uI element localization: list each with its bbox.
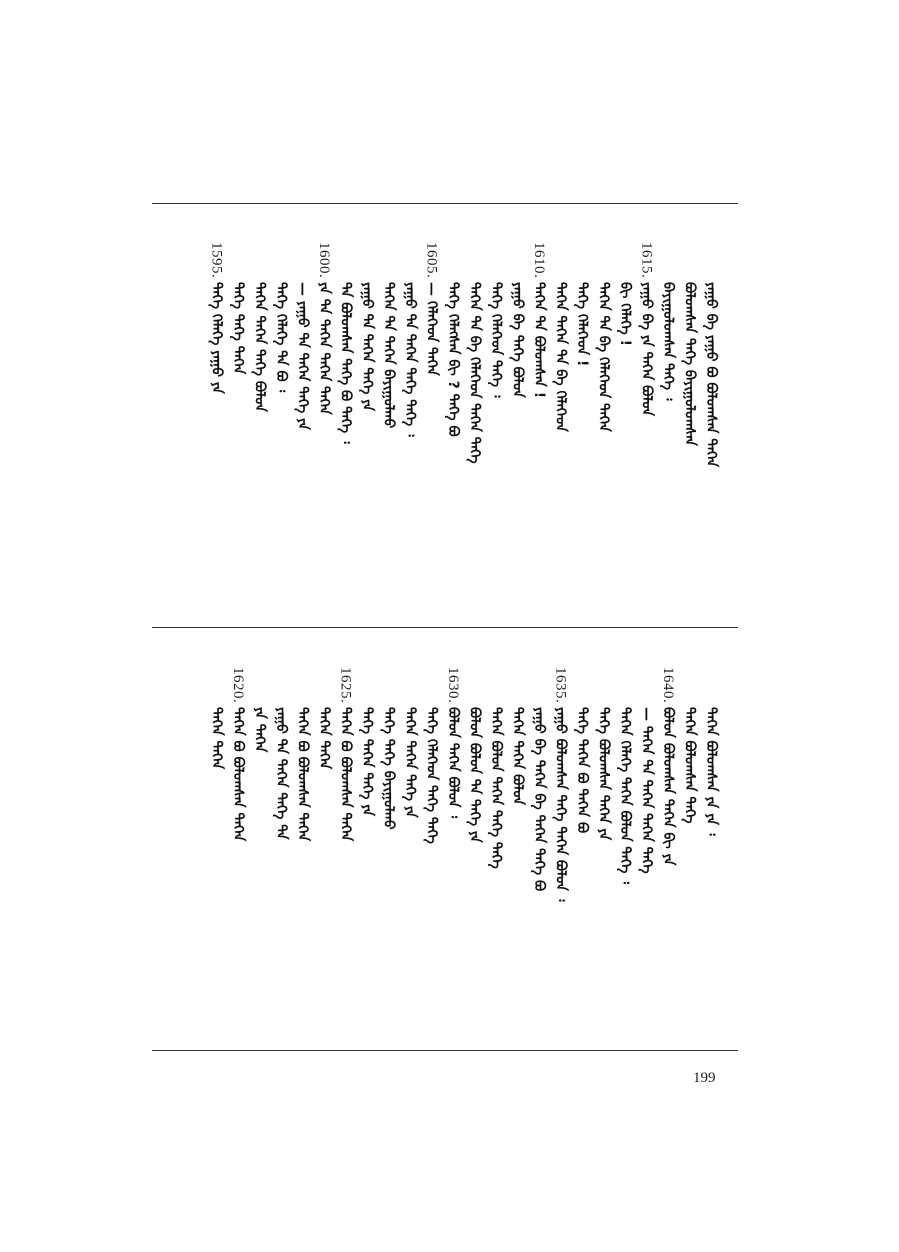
page-number: 199 xyxy=(693,1070,716,1086)
verse-line: ᠲᠡᠭᠡᠨ ᠪᠣᠯᠤᠭᠰᠠᠨ ᠲᠡᠭᠡ xyxy=(681,707,698,824)
verse-line: ᠲᠡᠭᠡ ᠲᠡᠭᠡᠨ ᠲᠡᠭᠡ ᠶᠠ xyxy=(359,707,375,817)
verse-line: ᠲᠡᠭᠡᠨ ᠲᠡᠭᠡᠨ xyxy=(316,707,332,770)
line-number: 1620. xyxy=(230,667,246,704)
verse-line: ᠲᠡᠭᠡᠨ ᠲᠡ ᠪᠡ ᠬᠡᠯᠡᠭᠡᠳ ᠲᠡᠭᠡᠨ xyxy=(595,282,612,432)
verse-line: ᠪᠣᠯᠤᠭᠰᠠᠨ ᠲᠡᠭᠡ ᠪᠠᠶᠢᠭᠤᠯᠤᠭᠰᠠᠨ xyxy=(681,282,698,447)
verse-line: ᠲᠡᠭᠡᠨ ᠪᠤ ᠪᠣᠯᠤᠭᠰᠠᠨ ᠲᠡᠭᠡᠨ xyxy=(294,707,311,842)
bottom-rule xyxy=(152,1050,738,1051)
line-number: 1615. xyxy=(638,242,655,279)
verse-line: ᠲᠡᠭᠡ ᠬᠡᠯᠡᠭᠡᠳ ! xyxy=(574,282,590,367)
verse-line: ᠲᠡᠭᠡᠨ ᠪᠤ ᠪᠣᠯᠤᠭᠰᠠᠨ ᠲᠡᠭᠡᠨ xyxy=(337,707,354,842)
verse-line: ᠶᠠᠭᠤ ᠲᠡ ᠲᠡᠭᠡᠨ ᠲᠡᠭᠡ ᠲᠡ xyxy=(273,707,289,840)
line-number: 1595. xyxy=(208,242,225,279)
verse-line: ᠶᠠᠭᠤ ᠪᠡ ᠲᠡᠭᠡᠨ ᠪᠡ ᠲᠡᠭᠡᠨ ᠲᠡᠭᠡ ᠪᠤ xyxy=(531,707,547,892)
verse-line: ᠪᠠᠶᠢᠭᠤᠯᠤᠭᠰᠠᠨ ᠲᠡᠭᠡ ᠄ xyxy=(660,282,676,401)
verse-line: ᠲᠡᠭᠡ ᠲᠡᠭᠡ ᠲᠡᠭᠡᠨ xyxy=(230,282,246,375)
line-number: 1625. xyxy=(337,667,354,704)
verse-line: ᠶᠠᠭᠤ ᠪᠡ ᠶᠠ ᠲᠡᠭᠡᠨ ᠪᠣᠯᠤᠨ xyxy=(638,282,655,417)
verse-line: ᠶᠠᠭᠤ ᠲᠡ ᠲᠡᠭᠡᠨ ᠲᠡᠭᠡ ᠶᠠ xyxy=(359,282,375,412)
lower-block-column xyxy=(204,667,230,957)
verse-line: ᠲᠡᠭᠡ ᠬᠡᠯᠡᠭᠰᠡᠨ ᠪᠢ ? ᠲᠡᠭᠡ ᠪᠤ xyxy=(445,282,461,437)
line-number: 1610. xyxy=(531,242,547,279)
verse-line: ᠶᠠᠭᠤ ᠪᠡ ᠲᠡᠭᠡ ᠪᠣᠯᠤᠨ xyxy=(509,282,526,398)
verse-line: ᠲᠡᠭᠡᠨ ᠲᠡᠭᠡᠨ ᠪᠣᠯᠤᠨ xyxy=(509,707,526,806)
verse-line: ᠲᠡᠭᠡᠨ ᠬᠡᠯᠡᠭᠡ ᠲᠡᠭᠡᠨ ᠪᠣᠯᠤᠨ ᠲᠡᠭᠡ ᠄ xyxy=(617,707,633,884)
verse-line: ᠪᠢ ᠬᠡᠯᠡᠭᠡ ! xyxy=(617,282,633,347)
verse-line: ᠶᠠ ᠲᠡ ᠲᠡᠭᠡᠨ ᠲᠡᠭᠡᠨ ᠲᠡᠭᠡᠨ xyxy=(316,282,332,415)
line-number: 1600. xyxy=(316,242,332,279)
verse-line: ᠲᠡᠭᠡᠨ ᠲᠡᠭᠡᠨ ᠲᠡᠭᠡ ᠶᠠ xyxy=(402,707,418,818)
verse-line: ᠲᠡᠭᠡᠨ ᠪᠣᠯᠤᠨ ᠲᠡᠭᠡᠨ ᠲᠡᠭᠡ ᠲᠡᠭᠡ xyxy=(488,707,504,869)
verse-line: ᠲᠡ ᠪᠣᠯᠤᠭᠰᠠᠨ ᠲᠡᠭᠡ ᠪᠤ ᠲᠡᠭᠡ ᠄ xyxy=(337,282,354,444)
verse-line: ᠲᠡᠭᠡ ᠪᠣᠯᠤᠭᠰᠠᠨ ᠲᠡᠭᠡᠨ ᠶᠠ xyxy=(595,707,612,841)
verse-line: ᠲᠡᠭᠡᠨ ᠲᠡᠭᠡᠨ xyxy=(208,707,225,770)
verse-line: ᠶᠠᠭᠤ ᠲᠡ ᠲᠡᠭᠡᠨ ᠲᠡᠭᠡ ᠲᠡᠭᠡ ᠄ xyxy=(402,282,418,437)
top-rule xyxy=(152,203,738,204)
verse-line: ᠪᠣᠯᠤᠨ ᠲᠡᠭᠡᠨ ᠪᠣᠯᠤᠨ ᠄ xyxy=(445,707,461,819)
verse-line: — ᠲᠡᠭᠡᠨ ᠲᠡ ᠲᠡᠭᠡᠨ ᠲᠡᠭᠡᠨ ᠲᠡᠭᠡ xyxy=(638,707,655,874)
verse-line: ᠲᠡᠭᠡ ᠲᠡᠭᠡ ᠪᠠᠶᠢᠭᠤᠯᠬᠤ xyxy=(380,707,397,830)
line-number: 1630. xyxy=(445,667,461,704)
verse-line: — ᠬᠡᠯᠡᠭᠡᠳ ᠲᠡᠭᠡᠨ xyxy=(423,282,440,376)
verse-line: ᠲᠡᠭᠡᠨ ᠪᠣᠯᠤᠭᠰᠠᠨ ᠶᠠ ᠶᠠ ᠄ xyxy=(703,707,719,836)
verse-line: ᠲᠡᠭᠡᠨ ᠲᠡ ᠪᠣᠯᠤᠭᠰᠠᠨ ! xyxy=(531,282,547,399)
verse-line: ᠲᠡᠭᠡ ᠬᠡᠯᠡᠭᠡᠳ ᠲᠡᠭᠡ ᠲᠡᠭᠡ xyxy=(423,707,440,844)
verse-line: ᠲᠡᠭᠡᠨ ᠪᠤ ᠪᠣᠯᠤᠭᠰᠠᠨ ᠲᠡᠭᠡᠨ xyxy=(230,707,246,842)
verse-line: ᠲᠡᠭᠡ ᠬᠡᠯᠡᠭᠡ ᠲᠡ ᠪᠤ ᠄ xyxy=(273,282,289,393)
verse-line: ᠲᠡᠭᠡ ᠲᠡᠭᠡᠨ ᠪᠤ ᠲᠡᠭᠡᠨ ᠪᠤ xyxy=(574,707,590,834)
verse-line: ᠲᠡᠭᠡᠨ ᠲᠡ ᠲᠡᠭᠡᠨ ᠪᠠᠶᠢᠭᠤᠯᠬᠤ xyxy=(380,282,397,429)
line-number: 1640. xyxy=(660,667,676,704)
verse-line: ᠪᠣᠯᠤᠨ ᠪᠣᠯᠤᠨ ᠲᠡ ᠲᠡᠭᠡ ᠶᠠ xyxy=(466,707,483,843)
verse-line: ᠲᠡᠭᠡ ᠬᠡᠯᠡᠭᠡᠳ ᠲᠡᠭᠡ ᠄ xyxy=(488,282,504,398)
verse-line: ᠲᠡᠭᠡᠨ ᠲᠡᠭᠡᠨ ᠲᠡ ᠪᠡ ᠬᠡᠯᠡᠭᠡᠳ xyxy=(552,282,569,432)
verse-line: ᠲᠡᠭᠡ ᠬᠡᠯᠡᠭᠡ ᠶᠠᠭᠤ ᠶᠠ xyxy=(208,282,225,394)
verse-line: ᠪᠣᠯᠤᠨ ᠪᠣᠯᠤᠭᠰᠠᠨ ᠲᠡᠭᠡᠨ ᠪᠢ ᠶᠠ xyxy=(660,707,676,866)
line-number: 1635. xyxy=(552,667,569,704)
verse-line: — ᠶᠠᠭᠤ ᠲᠡ ᠲᠡᠭᠡᠨ ᠲᠡᠭᠡ ᠶᠠ xyxy=(294,282,311,430)
verse-line: ᠶᠠ ᠲᠡᠭᠡᠨ xyxy=(251,707,268,753)
verse-line: ᠲᠡᠭᠡᠨ ᠲᠡ ᠪᠡ ᠬᠡᠯᠡᠭᠡᠳ ᠲᠡᠭᠡᠨ ᠲᠡᠭᠡ xyxy=(466,282,483,464)
verse-line: ᠶᠠᠭᠤ ᠪᠣᠯᠤᠭᠰᠠᠨ ᠲᠡᠭᠡ ᠲᠡᠭᠡᠨ ᠪᠣᠯᠤᠨ ᠄ xyxy=(552,707,569,902)
verse-line: ᠶᠠᠭᠤ ᠪᠡ ᠶᠠᠭᠤ ᠪᠤ ᠪᠣᠯᠤᠭᠰᠠᠨ ᠲᠡᠭᠡᠨ xyxy=(703,282,719,468)
middle-rule xyxy=(152,627,738,628)
line-number: 1605. xyxy=(423,242,440,279)
upper-block-column xyxy=(204,242,230,532)
verse-line: ᠲᠡᠭᠡᠨ ᠲᠡᠭᠡᠨ ᠲᠡᠭᠡ ᠪᠣᠯᠤᠨ xyxy=(251,282,268,412)
